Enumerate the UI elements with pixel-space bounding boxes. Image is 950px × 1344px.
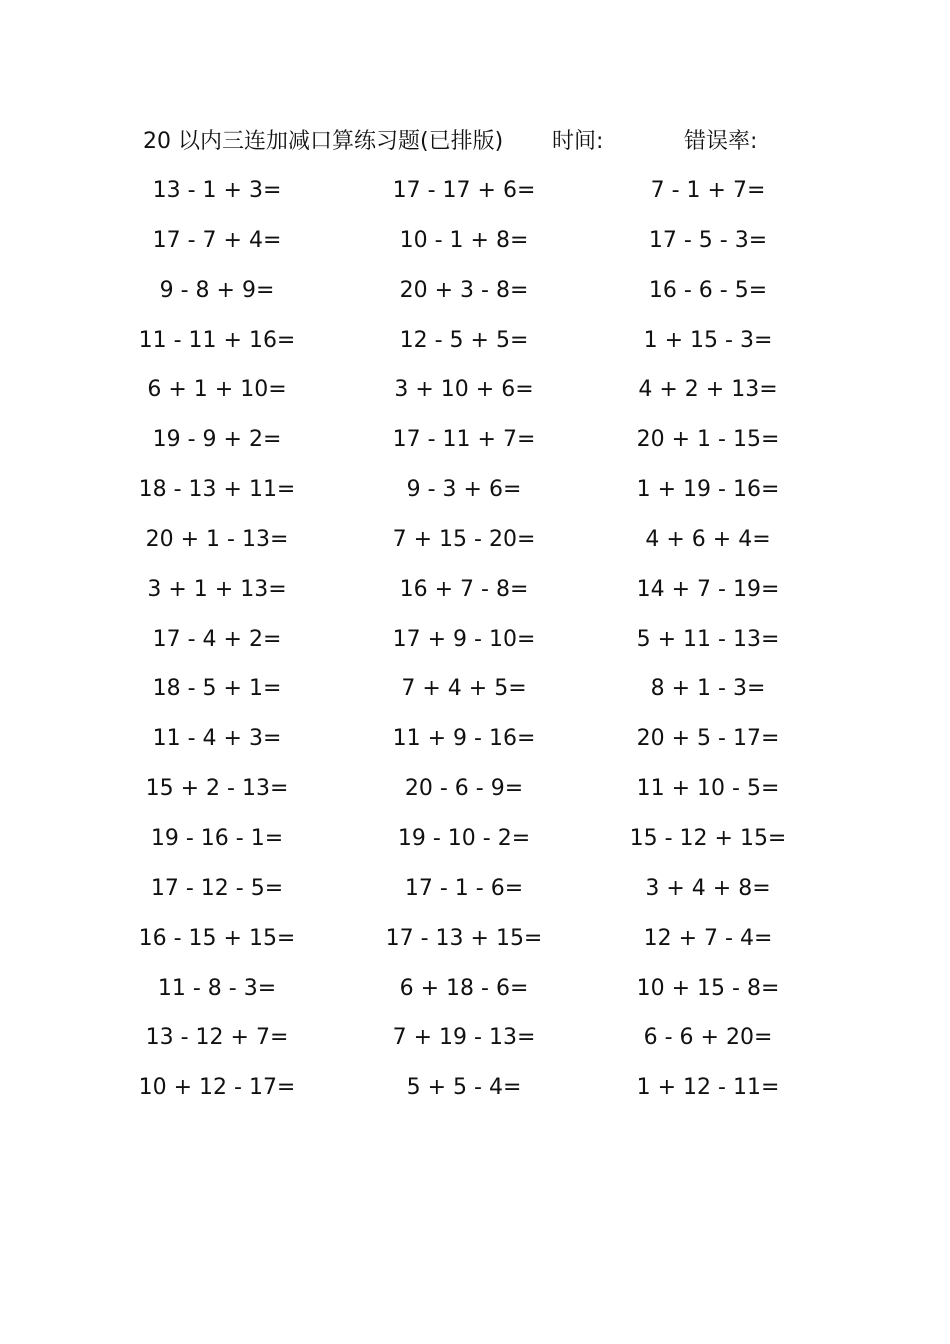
problem-row <box>0 620 950 670</box>
problem-item: 13 - 1 + 3= <box>152 178 282 203</box>
problem-item: 10 + 15 - 8= <box>636 975 780 1001</box>
problem-item: 20 + 1 - 15= <box>636 427 780 453</box>
problem-row <box>0 969 950 1019</box>
problem-item: 18 - 13 + 11= <box>138 477 296 503</box>
problem-item: 6 + 1 + 10= <box>147 377 287 403</box>
problem-row <box>0 769 950 819</box>
problem-row <box>0 221 950 271</box>
problem-item: 20 - 6 - 9= <box>404 776 524 802</box>
problem-item: 16 + 7 - 8= <box>399 576 529 602</box>
problem-item: 1 + 15 - 3= <box>643 327 773 353</box>
problem-item: 16 - 15 + 15= <box>138 925 296 951</box>
problem-item: 17 - 5 - 3= <box>648 227 768 253</box>
problem-item: 4 + 2 + 13= <box>638 377 778 403</box>
problem-item: 7 - 1 + 7= <box>650 178 766 203</box>
problem-item: 7 + 4 + 5= <box>401 676 527 702</box>
problem-item: 10 - 1 + 8= <box>399 227 529 253</box>
time-label: 时间: <box>552 129 604 154</box>
problem-item: 1 + 12 - 11= <box>636 1075 780 1101</box>
problem-item: 12 + 7 - 4= <box>643 925 773 951</box>
problem-grid <box>0 171 950 1118</box>
problem-item: 17 - 17 + 6= <box>392 178 536 203</box>
problem-item: 11 + 10 - 5= <box>636 776 780 802</box>
problem-item: 5 + 11 - 13= <box>636 626 780 652</box>
problem-item: 5 + 5 - 4= <box>406 1075 522 1101</box>
problem-row <box>0 669 950 719</box>
problem-item: 18 - 5 + 1= <box>152 676 282 702</box>
problem-item: 6 + 18 - 6= <box>399 975 529 1001</box>
problem-item: 8 + 1 - 3= <box>650 676 766 702</box>
problem-item: 13 - 12 + 7= <box>145 1025 289 1051</box>
problem-item: 11 + 9 - 16= <box>392 726 536 752</box>
problem-row <box>0 719 950 769</box>
problem-item: 7 + 19 - 13= <box>392 1025 536 1051</box>
problem-item: 14 + 7 - 19= <box>636 576 780 602</box>
problem-item: 15 + 2 - 13= <box>145 776 289 802</box>
worksheet-title: 20 以内三连加减口算练习题(已排版) <box>143 129 504 154</box>
problem-row <box>0 869 950 919</box>
problem-item: 4 + 6 + 4= <box>645 526 771 552</box>
problem-item: 6 - 6 + 20= <box>643 1025 773 1051</box>
problem-item: 17 - 4 + 2= <box>152 626 282 652</box>
problem-row <box>0 420 950 470</box>
problem-item: 17 - 1 - 6= <box>404 875 524 901</box>
problem-item: 15 - 12 + 15= <box>629 825 787 851</box>
problem-item: 7 + 15 - 20= <box>392 526 536 552</box>
problem-item: 12 - 5 + 5= <box>399 327 529 353</box>
problem-item: 17 - 7 + 4= <box>152 227 282 253</box>
problem-item: 17 + 9 - 10= <box>392 626 536 652</box>
problem-row <box>0 570 950 620</box>
problem-item: 3 + 4 + 8= <box>645 875 771 901</box>
problem-row <box>0 171 950 221</box>
problem-item: 19 - 10 - 2= <box>397 825 531 851</box>
problem-item: 20 + 1 - 13= <box>145 526 289 552</box>
problem-row <box>0 1018 950 1068</box>
problem-item: 9 - 3 + 6= <box>406 477 522 503</box>
problem-row <box>0 470 950 520</box>
problem-item: 17 - 12 - 5= <box>150 875 284 901</box>
problem-item: 3 + 10 + 6= <box>394 377 534 403</box>
problem-item: 11 - 8 - 3= <box>157 975 277 1001</box>
problem-row <box>0 520 950 570</box>
error-rate-label: 错误率: <box>684 129 758 154</box>
worksheet-header <box>0 124 950 160</box>
problem-item: 3 + 1 + 13= <box>147 576 287 602</box>
problem-item: 19 - 16 - 1= <box>150 825 284 851</box>
problem-row <box>0 321 950 371</box>
problem-item: 16 - 6 - 5= <box>648 277 768 303</box>
problem-row <box>0 271 950 321</box>
problem-item: 11 - 4 + 3= <box>152 726 282 752</box>
problem-row <box>0 919 950 969</box>
problem-item: 10 + 12 - 17= <box>138 1075 296 1101</box>
problem-row <box>0 1068 950 1118</box>
problem-item: 1 + 19 - 16= <box>636 477 780 503</box>
problem-item: 20 + 3 - 8= <box>399 277 529 303</box>
problem-item: 9 - 8 + 9= <box>159 277 275 303</box>
problem-row <box>0 370 950 420</box>
problem-item: 20 + 5 - 17= <box>636 726 780 752</box>
problem-item: 17 - 13 + 15= <box>385 925 543 951</box>
problem-item: 19 - 9 + 2= <box>152 427 282 453</box>
problem-item: 11 - 11 + 16= <box>138 327 296 353</box>
problem-row <box>0 819 950 869</box>
problem-item: 17 - 11 + 7= <box>392 427 536 453</box>
